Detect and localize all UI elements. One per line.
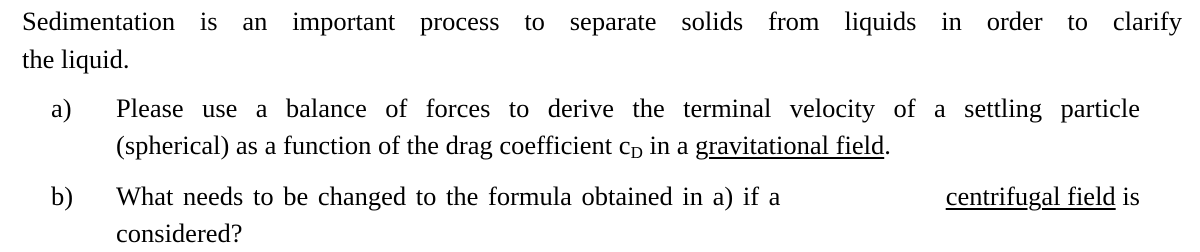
question-b-line-1-start: What needs to be changed to the formula obtained in a) if a (116, 181, 791, 211)
question-a-line-2-mid: in a (642, 130, 696, 160)
intro-paragraph (22, 2, 1182, 78)
question-a-line-2-end: . (884, 130, 891, 160)
question-b-line-1-tail (946, 178, 1140, 215)
question-a-text (116, 90, 1140, 171)
question-b-marker: b) (51, 181, 74, 211)
question-b-line-1 (116, 178, 1140, 215)
question-a-line-1: Please use a balance of forces to derive the terminal velocity of a settling particle (116, 93, 1140, 123)
question-a-line-2 (116, 127, 1140, 171)
centrifugal-field-underlined: centrifugal field (945, 181, 1116, 211)
question-b-line-1-end: is (1115, 181, 1140, 211)
gravitational-field-underlined: gravitational field (695, 130, 885, 160)
question-b-line-2: considered? (116, 218, 243, 248)
drag-coefficient-subscript: D (630, 143, 643, 162)
intro-line-1: Sedimentation is an important process to separate solids from liquids in order to clarify (22, 6, 1182, 36)
question-a (22, 90, 1182, 171)
question-a-marker: a) (51, 93, 72, 123)
question-a-line-2-start: (spherical) as a function of the drag coefficient c (116, 130, 631, 160)
intro-line-2: the liquid. (22, 44, 130, 74)
document-text (22, 0, 1182, 252)
